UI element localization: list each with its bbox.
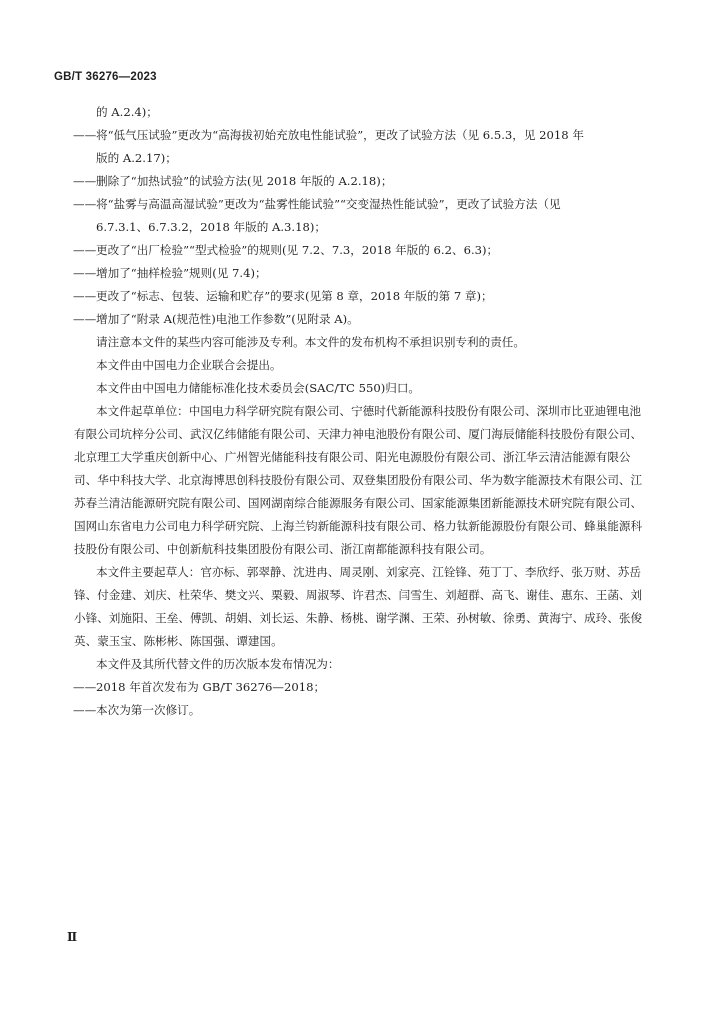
change-item [73,170,646,193]
change-item-text: 更改了“出厂检验”“型式检验”的规则(见 7.2、7.3，2018 年版的 6.2、6.3)； [96,243,499,257]
drafting-units-text: 本文件起草单位：中国电力科学研究院有限公司、宁德时代新能源科技股份有限公司、深圳市比亚迪锂电池有限公司坑梓分公司、武汉亿纬储能有限公司、天津力神电池股份有限公司、厦门海辰储能科技股份有限公司、北京理工大学重庆创新中心、广州智光储能科技有限公司、阳光电源股份有限公司、浙江华云清洁能源有限公司、华中科技大学、北京海博思创科技股份有限公司、双登集团股份有限公司、华为数字能源技术有限公司、江苏春兰清洁能源研究院有限公司、国网湖南综合能源服务有限公司、国家能源集团新能源技术研究院有限公司、国网山东省电力公司电力科学研究院、上海兰钧新能源科技有限公司、格力钛新能源股份有限公司、蜂巢能源科技股份有限公司、中创新航科技集团股份有限公司、浙江南都能源科技有限公司。 [74,404,643,556]
history-item [73,699,646,722]
list-dash: —— [73,289,97,303]
drafters-text: 本文件主要起草人：官亦标、郭翠静、沈进冉、周灵刚、刘家亮、江铨锋、苑丁丁、李欣纾、张万财、苏岳锋、付金建、刘庆、杜荣华、樊文兴、栗毅、周淑琴、许君杰、闫雪生、刘超群、高飞、谢佳、惠东、王菡、刘小锋、刘施阳、王垒、傅凯、胡娟、刘长运、朱静、杨桃、谢学渊、王荣、孙树敏、徐勇、黄海宁、成玲、张俊英、蒙玉宝、陈彬彬、陈国强、谭建国。 [74,565,643,648]
change-item-text: 增加了“附录 A(规范性)电池工作参数”(见附录 A)。 [96,312,359,326]
managed-by: 本文件由中国电力储能标准化技术委员会(SAC/TC 550)归口。 [96,381,421,395]
list-dash: —— [73,174,97,188]
change-item [73,239,646,262]
change-item-text: 将“盐雾与高温高湿试验”更改为“盐雾性能试验”“交变湿热性能试验”，更改了试验方法（见 [96,197,561,211]
list-dash: —— [73,312,97,326]
change-item-continuation: 版的 A.2.17)； [96,151,177,165]
patent-notice: 请注意本文件的某些内容可能涉及专利。本文件的发布机构不承担识别专利的责任。 [96,335,525,349]
list-dash: —— [73,266,97,280]
change-item [73,124,646,170]
list-dash: —— [73,680,97,694]
change-item [73,285,646,308]
change-item-text: 增加了“抽样检验”规则(见 7.4)； [96,266,267,280]
history-intro: 本文件及其所代替文件的历次版本发布情况为： [96,657,340,671]
standard-code-header: GB/T 36276—2023 [54,71,157,83]
change-item [73,193,646,239]
change-item-text: 更改了“标志、包装、运输和贮存”的要求(见第 8 章，2018 年版的第 7 章)； [96,289,493,303]
foreword-content [73,101,646,722]
list-dash: —— [73,703,97,717]
list-dash: —— [73,243,97,257]
proposed-by: 本文件由中国电力企业联合会提出。 [96,358,282,372]
page-number: Ⅱ [67,930,78,944]
change-item-text: 的 A.2.4)； [96,105,158,119]
history-item [73,676,646,699]
list-dash: —— [73,197,97,211]
change-item [73,308,646,331]
change-item-text: 将“低气压试验”更改为“高海拔初始充放电性能试验”，更改了试验方法（见 6.5.3，见 2018 年 [96,128,584,142]
change-item-continuation: 6.7.3.1、6.7.3.2，2018 年版的 A.3.18)； [96,220,326,234]
change-item [96,101,646,124]
drafting-units-paragraph [74,400,646,561]
history-item-text: 本次为第一次修订。 [96,703,201,717]
change-item [73,262,646,285]
change-item-text: 删除了“加热试验”的试验方法(见 2018 年版的 A.2.18)； [96,174,393,188]
history-item-text: 2018 年首次发布为 GB/T 36276—2018； [96,680,326,694]
list-dash: —— [73,128,97,142]
drafters-paragraph [74,561,646,653]
